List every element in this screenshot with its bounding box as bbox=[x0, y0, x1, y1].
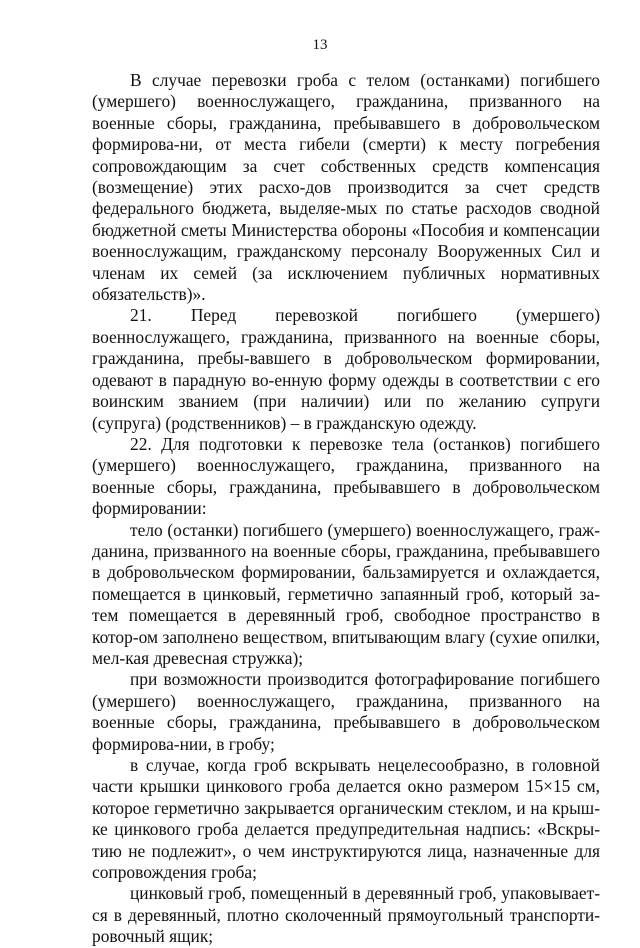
body-text bbox=[92, 70, 600, 948]
paragraph-item-22: 22. Для подготовки к перевозке тела (останков) погибшего (умершего) военнослужащего, гражданина, призванного на военные сборы, гражданина, пребывавшего в добровольческом формировании: bbox=[92, 433, 600, 519]
paragraph-window-in-coffin: в случае, когда гроб вскрывать нецелесообразно, в головной части крышки цинкового гроба делается окно размером 15×15 см, которое герметично закрывается органическим стеклом, и на крыш-ке цинкового гроба делается предупредительная надпись: «Вскры-тию не подлежит», о чем инструктируются лица, назначенные для сопровождения гроба; bbox=[92, 755, 600, 883]
page-number: 13 bbox=[312, 37, 328, 53]
paragraph-body-preparation: тело (останки) погибшего (умершего) военнослужащего, граж-данина, призванного на военные сборы, гражданина, пребывавшего в добровольческом формировании, бальзамируется и охлаждается, помещается в цинковый, герметично запаянный гроб, который за-тем помещается в деревянный гроб, свободное пространство в котор-ом заполнено веществом, впитывающим влагу (сухие опилки, мел-кая древесная стружка); bbox=[92, 519, 600, 668]
paragraph-transport-box: цинковый гроб, помещенный в деревянный гроб, упаковывает-ся в деревянный, плотно сколоченный прямоугольный транспорти-ровочный ящик; bbox=[92, 883, 600, 947]
paragraph-item-21: 21. Перед перевозкой погибшего (умершего) военнослужащего, гражданина, призванного на военные сборы, гражданина, пребы-вавшего в добровольческом формировании, одевают в парадную во-енную форму одежды в соответствии с его воинским званием (при наличии) или по желанию супруги (супруга) (родственников) – в гражданскую одежду. bbox=[92, 305, 600, 433]
paragraph-transport-compensation: В случае перевозки гроба с телом (останками) погибшего (умершего) военнослужащего, гражданина, призванного на военные сборы, гражданина, пребывавшего в добровольческом формирова-ни, от места гибели (смерти) к месту погребения сопровождающим за счет собственных средств компенсация (возмещение) этих расхо-дов производится за счет средств федерального бюджета, выделяе-мых по статье расходов сводной бюджетной сметы Министерства обороны «Пособия и компенсации военнослужащим, гражданскому персоналу Вооруженных Сил и членам их семей (за исключением публичных нормативных обязательств)». bbox=[92, 70, 600, 305]
paragraph-photography: при возможности производится фотографирование погибшего (умершего) военнослужащего, гражданина, призванного на военные сборы, гражданина, пребывавшего в добровольческом формирова-нии, в гробу; bbox=[92, 669, 600, 754]
